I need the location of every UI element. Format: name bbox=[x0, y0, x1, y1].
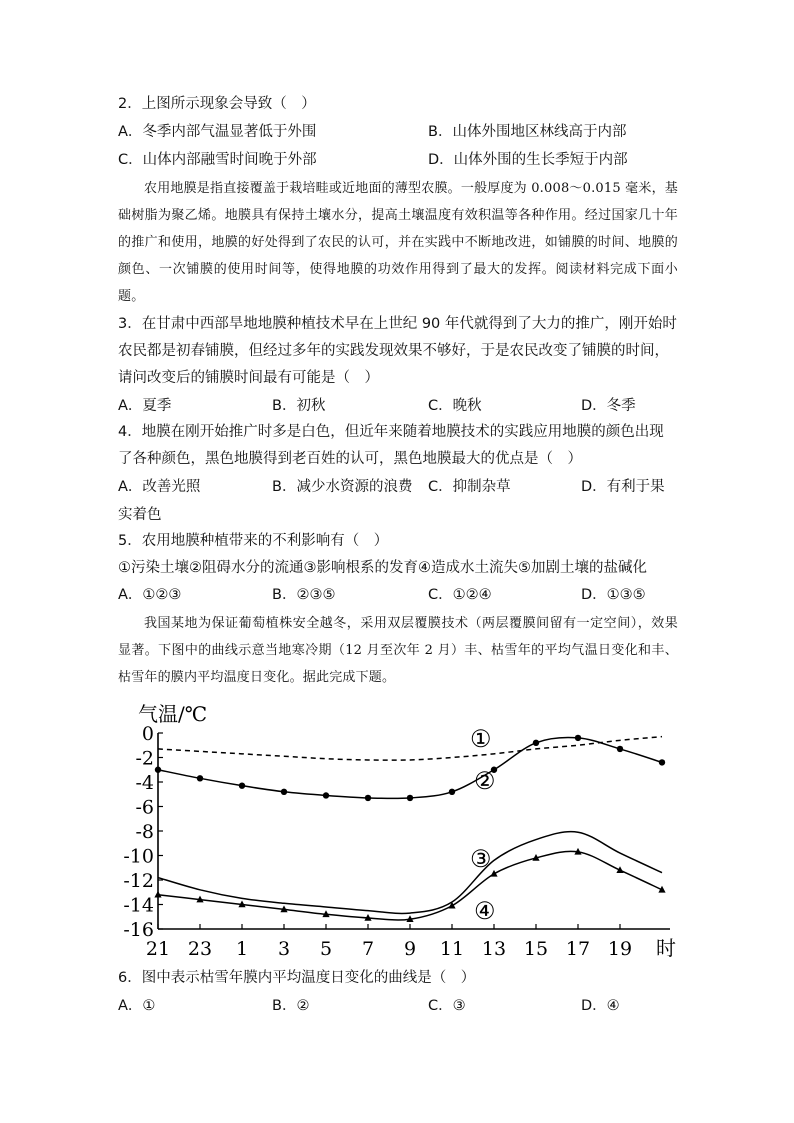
y-tick-label: -16 bbox=[123, 919, 154, 941]
q2-option-d: D．山体外围的生长季短于内部 bbox=[428, 152, 628, 168]
series-label-4: ④ bbox=[474, 897, 496, 925]
q5-items: ①污染土壤②阻碍水分的流通③影响根系的发育④造成水土流失⑤加剧土壤的盐碱化 bbox=[118, 560, 647, 576]
q5-stem: 5．农用地膜种植带来的不利影响有（ ） bbox=[118, 533, 389, 549]
x-axis-unit: 时 bbox=[656, 936, 676, 960]
y-tick-label: -14 bbox=[123, 894, 154, 917]
y-tick-label: -2 bbox=[135, 747, 154, 770]
x-tick-label: 11 bbox=[439, 938, 465, 960]
q3-option-d: D．冬季 bbox=[581, 398, 636, 414]
x-tick-label: 3 bbox=[277, 938, 291, 960]
series-4-point bbox=[154, 891, 161, 898]
q2-option-b: B．山体外围地区林线高于内部 bbox=[428, 124, 627, 140]
q6-option-c: C．③ bbox=[428, 998, 466, 1014]
q4-option-a: A．改善光照 bbox=[118, 479, 201, 495]
series-2-point bbox=[533, 740, 539, 746]
x-tick-label: 15 bbox=[523, 938, 549, 960]
series-2-point bbox=[281, 789, 287, 795]
series-2-point bbox=[617, 746, 623, 752]
x-tick-label: 21 bbox=[145, 938, 171, 960]
q6-stem: 6．图中表示枯雪年膜内平均温度日变化的曲线是（ ） bbox=[118, 970, 476, 986]
q5-option-d: D．①③⑤ bbox=[581, 587, 646, 603]
temperature-chart bbox=[100, 695, 700, 965]
y-tick-label: -4 bbox=[135, 772, 154, 794]
y-tick-label: -6 bbox=[135, 796, 154, 819]
q2-option-a: A．冬季内部气温显著低于外围 bbox=[118, 124, 317, 140]
q5-option-c: C．①②④ bbox=[428, 587, 492, 603]
q4-option-c: C．抑制杂草 bbox=[428, 479, 511, 495]
y-tick-label: -8 bbox=[135, 821, 154, 843]
series-2-point bbox=[155, 767, 161, 773]
y-axis-title: 气温/℃ bbox=[138, 702, 208, 726]
series-2-point bbox=[575, 735, 581, 741]
passage-plastic-film: 农用地膜是指直接覆盖于栽培畦或近地面的薄型农膜。一般厚度为 0.008～0.015 毫米，基础树脂为聚乙烯。地膜具有保持土壤水分，提高土壤温度有效积温等各种作用。经过国家几十年的推广和使用，地膜的好处得到了农民的认可，并在实践中不断地改进，如铺膜的时间、地膜的颜色、一次铺膜的使用时间等，使得地膜的功效作用得到了最大的发挥。阅读材料完成下面小题。 bbox=[118, 181, 678, 304]
y-tick-label: 0 bbox=[141, 723, 154, 745]
x-tick-label: 23 bbox=[187, 938, 213, 960]
q3-stem: 3．在甘肃中西部旱地地膜种植技术早在上世纪 90 年代就得到了大力的推广，刚开始时农民都是初春铺膜，但经过多年的实践发现效果不够好，于是农民改变了铺膜的时间，请问改变后的铺膜时间最有可能是（ ） bbox=[118, 316, 677, 386]
series-2-point bbox=[407, 795, 413, 801]
series-2-point bbox=[449, 789, 455, 795]
q5-option-b: B．②③⑤ bbox=[272, 587, 336, 603]
series-label-3: ③ bbox=[470, 845, 492, 873]
q5-option-a: A．①②③ bbox=[118, 587, 182, 603]
q3-option-c: C．晚秋 bbox=[428, 398, 482, 414]
series-layer bbox=[154, 725, 665, 925]
y-tick-label: -12 bbox=[123, 870, 154, 892]
series-2-point bbox=[239, 782, 245, 788]
x-tick-label: 13 bbox=[481, 938, 507, 960]
q6-option-b: B．② bbox=[272, 998, 310, 1014]
q6-option-d: D．④ bbox=[581, 998, 620, 1014]
series-line-1 bbox=[158, 737, 662, 761]
x-tick-label: 19 bbox=[607, 938, 633, 960]
q4-stem: 4．地膜在刚开始推广时多是白色，但近年来随着地膜技术的实践应用地膜的颜色出现了各种颜色，黑色地膜得到老百姓的认可，黑色地膜最大的优点是（ ） bbox=[118, 424, 664, 467]
passage-grape-film: 我国某地为保证葡萄植株安全越冬，采用双层覆膜技术（两层覆膜间留有一定空间），效果显著。下图中的曲线示意当地寒冷期（12 月至次年 2 月）丰、枯雪年的平均气温日变化和丰、枯雪年的膜内平均温度日变化。据此完成下题。 bbox=[118, 616, 678, 685]
y-tick-label: -10 bbox=[123, 845, 154, 868]
series-label-2: ② bbox=[474, 767, 496, 795]
q2-stem: 2．上图所示现象会导致（ ） bbox=[118, 96, 316, 112]
q2-option-c: C．山体内部融雪时间晚于外部 bbox=[118, 152, 317, 168]
x-tick-label: 9 bbox=[403, 938, 417, 960]
series-2-point bbox=[197, 775, 203, 781]
q4-option-b: B．减少水资源的浪费 bbox=[272, 479, 413, 495]
q4-option-d: D．有利于果 bbox=[581, 479, 665, 495]
series-2-point bbox=[659, 759, 665, 765]
x-tick-label: 1 bbox=[235, 938, 249, 960]
series-2-point bbox=[365, 795, 371, 801]
x-tick-label: 7 bbox=[361, 938, 375, 960]
series-line-3 bbox=[158, 832, 662, 914]
q4-option-d-continued: 实着色 bbox=[118, 507, 162, 523]
series-line-4 bbox=[158, 851, 662, 920]
q3-option-b: B．初秋 bbox=[272, 398, 326, 414]
series-label-1: ① bbox=[470, 725, 492, 753]
x-tick-label: 5 bbox=[319, 938, 333, 960]
series-line-2 bbox=[158, 737, 662, 798]
series-2-point bbox=[323, 792, 329, 798]
q6-option-a: A．① bbox=[118, 998, 156, 1014]
y-ticks bbox=[123, 723, 163, 941]
q3-option-a: A．夏季 bbox=[118, 398, 172, 414]
x-tick-label: 17 bbox=[565, 938, 591, 960]
